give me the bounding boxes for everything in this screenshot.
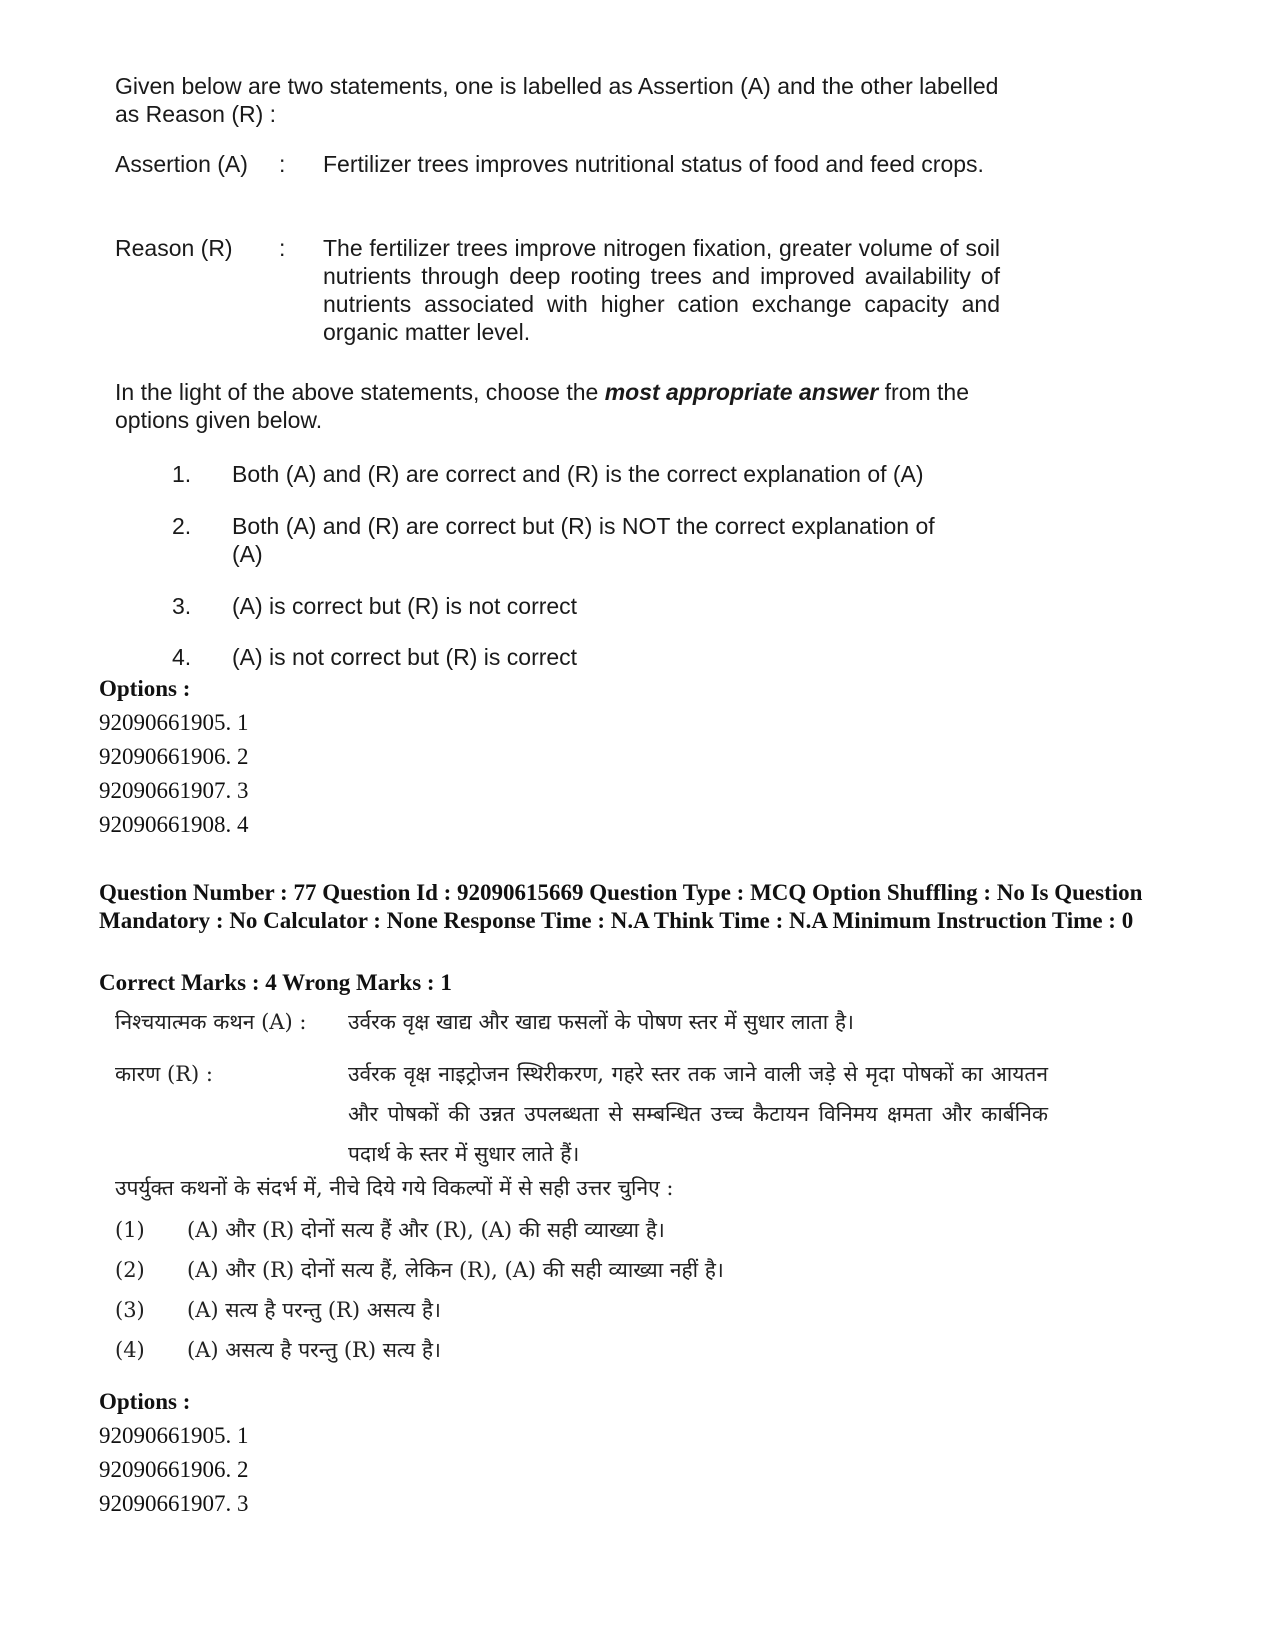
option-id-line: 92090661906. 2 (99, 744, 249, 769)
option-text: (A) is correct but (R) is not correct (232, 593, 578, 619)
assertion-text: Fertilizer trees improves nutritional status of food and feed crops. (323, 151, 984, 177)
question-intro: Given below are two statements, one is labelled as Assertion (A) and the other labelled as Reason (R) : (115, 73, 999, 127)
option-number: 1. (172, 461, 192, 487)
option-text: Both (A) and (R) are correct but (R) is NOT the correct explanation of (A) (232, 513, 935, 567)
option-text: (A) और (R) दोनों सत्य हैं, लेकिन (R), (A) की सही व्याख्या नहीं है। (187, 1258, 724, 1282)
option-id-line: 92090661908. 4 (99, 812, 249, 837)
option-id-line: 92090661905. 1 (99, 710, 249, 735)
assertion-colon: : (279, 151, 286, 177)
question-meta: Question Number : 77 Question Id : 92090615669 Question Type : MCQ Option Shuffling : No Is Question Mandatory : No Calculator : None Response Time : N.A Think Time : N.A Minimum Instruction Time : 0 (99, 880, 1143, 933)
option-id-line: 92090661906. 2 (99, 1457, 249, 1482)
hindi-reason-label: कारण (R) : (115, 1062, 213, 1086)
hindi-assertion-text: उर्वरक वृक्ष खाद्य और खाद्य फसलों के पोषण स्तर में सुधार लाता है। (348, 1010, 855, 1034)
instruction-text (115, 378, 1000, 434)
options-heading: Options : (99, 1389, 191, 1414)
instruction-emphasis: most appropriate answer (604, 379, 879, 405)
options-heading: Options : (99, 676, 191, 701)
option-text: (A) सत्य है परन्तु (R) असत्य है। (187, 1298, 441, 1322)
option-id-line: 92090661905. 1 (99, 1423, 249, 1448)
hindi-assertion-label: निश्चयात्मक कथन (A) : (115, 1010, 307, 1034)
reason-label: Reason (R) (115, 235, 233, 261)
option-number: (1) (115, 1218, 145, 1242)
reason-colon: : (279, 235, 286, 261)
option-id-line: 92090661907. 3 (99, 1491, 249, 1516)
instruction-prefix: In the light of the above statements, choose the (115, 379, 605, 405)
option-number: 2. (172, 513, 192, 539)
option-text: (A) असत्य है परन्तु (R) सत्य है। (187, 1338, 441, 1362)
option-number: (2) (115, 1258, 145, 1282)
option-number: 3. (172, 593, 192, 619)
assertion-label: Assertion (A) (115, 151, 248, 177)
option-text: Both (A) and (R) are correct and (R) is the correct explanation of (A) (232, 461, 924, 487)
option-text: (A) और (R) दोनों सत्य हैं और (R), (A) की सही व्याख्या है। (187, 1218, 665, 1242)
reason-text: The fertilizer trees improve nitrogen fixation, greater volume of soil nutrients through deep rooting trees and improved availability of nutrients associated with higher cation exchange capacity and organic matter level. (323, 235, 1000, 345)
option-id-line: 92090661907. 3 (99, 778, 249, 803)
option-number: (3) (115, 1298, 145, 1322)
option-text: (A) is not correct but (R) is correct (232, 644, 578, 670)
hindi-reason-text: उर्वरक वृक्ष नाइट्रोजन स्थिरीकरण, गहरे स्तर तक जाने वाली जड़े से मृदा पोषकों का आयतन और पोषकों की उन्नत उपलब्धता से सम्बन्धित उच्च कैटायन विनिमय क्षमता और कार्बनिक पदार्थ के स्तर में सुधार लाते हैं। (348, 1062, 1048, 1166)
option-number: 4. (172, 644, 192, 670)
instruction-suffix: from the options given below. (115, 379, 970, 433)
option-number: (4) (115, 1338, 145, 1362)
question-marks: Correct Marks : 4 Wrong Marks : 1 (99, 970, 452, 995)
hindi-instruction-text: उपर्युक्त कथनों के संदर्भ में, नीचे दिये गये विकल्पों में से सही उत्तर चुनिए : (115, 1176, 674, 1200)
